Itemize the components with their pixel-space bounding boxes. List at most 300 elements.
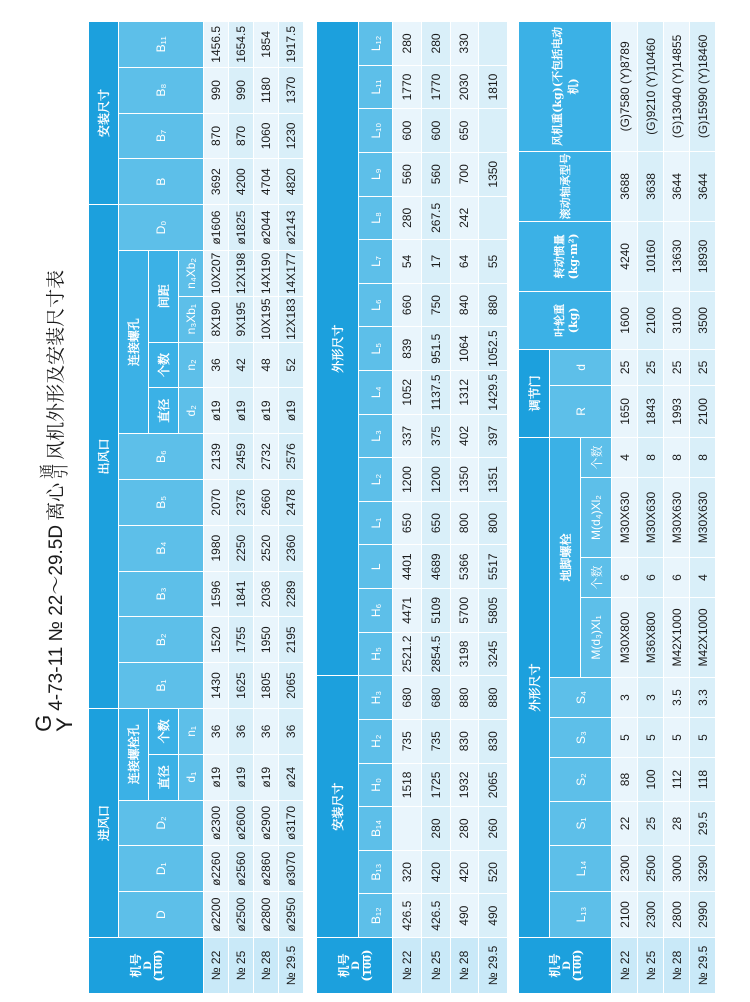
header-row-groups — [519, 22, 550, 994]
column-header: 个数 — [581, 558, 612, 598]
table-cell: 2100 — [638, 291, 664, 349]
column-header: L₆ — [358, 283, 393, 327]
table-foundation-damper-weight — [518, 22, 716, 994]
table-cell: 48 — [254, 342, 279, 388]
table-cell — [479, 22, 508, 65]
table-cell: 5 — [664, 718, 690, 758]
table-cell: 990 — [204, 67, 229, 113]
table-cell: 3198 — [450, 632, 479, 676]
table-cell: 3500 — [690, 291, 716, 349]
table-cell: 4200 — [229, 159, 254, 205]
table-cell: 2459 — [229, 434, 254, 480]
table-cell: 600 — [393, 109, 422, 153]
title-stack: 通 引 — [38, 464, 70, 480]
table-cell: 1052.5 — [479, 327, 508, 371]
column-header: 个数 — [581, 437, 612, 477]
column-header: M(d₃)Xl₁ — [581, 598, 612, 678]
table-cell: 1429.5 — [479, 371, 508, 415]
model-no-label: 机号 — [128, 953, 143, 978]
table-cell: 830 — [479, 719, 508, 763]
column-header: L₁₄ — [550, 846, 612, 892]
column-header: L — [358, 545, 393, 589]
column-header: L₈ — [358, 196, 393, 240]
table-cell: 3692 — [204, 159, 229, 205]
table-cell: 2854.5 — [422, 632, 451, 676]
table-cell: 680 — [422, 676, 451, 720]
column-header: B₄ — [119, 525, 204, 571]
table-cell: 1650 — [612, 385, 638, 437]
subgroup-header: 连接螺栓孔 — [119, 708, 149, 800]
table-cell: ø2200 — [204, 892, 229, 938]
table-cell: 750 — [422, 283, 451, 327]
table-cell: 800 — [450, 501, 479, 545]
table-cell: 426.5 — [422, 894, 451, 938]
table-cell: 1810 — [479, 65, 508, 109]
table-cell: ø19 — [254, 388, 279, 434]
column-header: B₈ — [119, 67, 204, 113]
table-cell: 397 — [479, 414, 508, 458]
group-header: 进风口 — [89, 708, 119, 937]
table-cell: 4240 — [612, 221, 638, 291]
table-cell: 42 — [229, 342, 254, 388]
table-cell: 64 — [450, 240, 479, 284]
table-cell: 260 — [479, 807, 508, 851]
table-cell: 10160 — [638, 221, 664, 291]
table-cell: 2139 — [204, 434, 229, 480]
table-cell: 1980 — [204, 525, 229, 571]
row-label: № 22 — [204, 938, 229, 994]
row-label: № 28 — [254, 938, 279, 994]
row-label: № 29.5 — [279, 938, 304, 994]
table-cell: 280 — [393, 196, 422, 240]
table-cell: 5 — [612, 718, 638, 758]
table-row — [664, 22, 690, 994]
table-cell: 1755 — [229, 617, 254, 663]
table-cell — [393, 807, 422, 851]
column-header: L₅ — [358, 327, 393, 371]
column-header: S₁ — [550, 802, 612, 846]
column-header: 风机重(kg)(不包括电动机) — [519, 22, 612, 151]
row-label: № 22 — [612, 938, 638, 994]
table-cell: ø2044 — [254, 205, 279, 251]
table-cell: 735 — [422, 719, 451, 763]
header-row-cols — [358, 22, 393, 994]
row-label: № 28 — [450, 938, 479, 994]
column-header: 转动惯量(kg·m²) — [519, 221, 612, 291]
row-label: № 25 — [638, 938, 664, 994]
column-header: H₆ — [358, 589, 393, 633]
table-cell: 14X190 — [254, 250, 279, 296]
table-cell: 55 — [479, 240, 508, 284]
model-no-header — [317, 938, 393, 994]
table-cell: 5 — [690, 718, 716, 758]
group-header: 安装尺寸 — [317, 676, 359, 938]
table-cell: 280 — [422, 807, 451, 851]
model-no-fraction — [352, 955, 374, 976]
table-cell: 118 — [690, 758, 716, 802]
table-cell: (G)9210 (Y)10460 — [638, 22, 664, 151]
table-cell: 1770 — [393, 65, 422, 109]
table-cell: 280 — [422, 22, 451, 65]
table-row — [422, 22, 451, 994]
table-cell: 320 — [393, 850, 422, 894]
column-header: B₇ — [119, 113, 204, 159]
column-header: L₁₃ — [550, 892, 612, 938]
table-3 — [518, 22, 716, 994]
table-cell: 5 — [638, 718, 664, 758]
table-cell: 1993 — [664, 385, 690, 437]
table-cell: 280 — [393, 22, 422, 65]
table-cell: 840 — [450, 283, 479, 327]
group-header: 安装尺寸 — [89, 22, 119, 205]
column-header: R — [550, 385, 612, 437]
table-cell: 1600 — [612, 291, 638, 349]
column-header: D₀ — [119, 205, 204, 251]
table-cell: 560 — [422, 152, 451, 196]
table-cell: 4689 — [422, 545, 451, 589]
table-cell: 3000 — [664, 846, 690, 892]
table-cell: 870 — [229, 113, 254, 159]
table-row — [393, 22, 422, 994]
table-cell: ø2143 — [279, 205, 304, 251]
table-row — [279, 22, 304, 994]
model-no-fraction-wrap: ( D 100) — [142, 949, 165, 982]
table-cell: 3 — [612, 678, 638, 718]
table-cell: 8 — [690, 437, 716, 477]
column-header: H₂ — [358, 719, 393, 763]
table-cell: 100 — [638, 758, 664, 802]
table-cell: ø19 — [229, 754, 254, 800]
table-cell: ø3070 — [279, 846, 304, 892]
table-cell: 2030 — [450, 65, 479, 109]
table-cell: 2100 — [690, 385, 716, 437]
table-cell: 3 — [638, 678, 664, 718]
table-1 — [88, 22, 304, 994]
table-cell: ø3170 — [279, 800, 304, 846]
table-cell: 426.5 — [393, 894, 422, 938]
table-cell: ø19 — [229, 388, 254, 434]
table-cell: 2800 — [664, 892, 690, 938]
table-cell — [479, 196, 508, 240]
table-cell: 839 — [393, 327, 422, 371]
table-cell: ø2800 — [254, 892, 279, 938]
table-cell: 5517 — [479, 545, 508, 589]
subgroup-header: 地脚螺栓 — [550, 437, 581, 677]
table-cell: 1725 — [422, 763, 451, 807]
table-cell: 3290 — [690, 846, 716, 892]
fraction-numerator: D — [563, 955, 575, 976]
subgroup-header: 个数 — [149, 708, 179, 754]
table-cell: 267.5 — [422, 196, 451, 240]
table-cell: 2360 — [279, 525, 304, 571]
subgroup-header: 直径 — [149, 388, 179, 434]
table-cell: 520 — [479, 850, 508, 894]
table-cell: ø19 — [204, 388, 229, 434]
model-no-label: 机号 — [547, 953, 562, 978]
table-row — [612, 22, 638, 994]
table-cell: (G)13040 (Y)14855 — [664, 22, 690, 151]
column-header: H₀ — [358, 763, 393, 807]
table-cell: (G)15990 (Y)18460 — [690, 22, 716, 151]
table-cell: 560 — [393, 152, 422, 196]
column-header: B — [119, 159, 204, 205]
column-header: L₁₀ — [358, 109, 393, 153]
group-header: 外形尺寸 — [519, 437, 550, 937]
table-cell: 3644 — [690, 151, 716, 221]
table-cell: 2070 — [204, 479, 229, 525]
table-cell: 2478 — [279, 479, 304, 525]
table-cell: 3644 — [664, 151, 690, 221]
table-cell: 88 — [612, 758, 638, 802]
table-cell: 10X207 — [204, 250, 229, 296]
table-row — [229, 22, 254, 994]
model-no-fraction — [563, 955, 585, 976]
table-cell: 1350 — [450, 458, 479, 502]
table-cell: 2065 — [479, 763, 508, 807]
fraction-denominator: 100 — [573, 955, 585, 976]
table-cell: 1932 — [450, 763, 479, 807]
table-cell: M30X630 — [638, 478, 664, 558]
table-cell: 1854 — [254, 22, 279, 67]
table-cell: 112 — [664, 758, 690, 802]
table-cell: 2732 — [254, 434, 279, 480]
table-row — [204, 22, 229, 994]
table-cell: 1230 — [279, 113, 304, 159]
table-cell: 1456.5 — [204, 22, 229, 67]
table-cell: 1180 — [254, 67, 279, 113]
table-cell: 36 — [204, 342, 229, 388]
table-cell: 1520 — [204, 617, 229, 663]
table-cell: 5366 — [450, 545, 479, 589]
table-cell: 1064 — [450, 327, 479, 371]
header-row-groups — [89, 22, 119, 994]
fraction-denominator: 100 — [154, 955, 165, 976]
table-cell: 8 — [664, 437, 690, 477]
table-cell: 25 — [612, 349, 638, 385]
table-cell: 1370 — [279, 67, 304, 113]
column-header: 滚动轴承型号 — [519, 151, 612, 221]
column-header: B₂ — [119, 617, 204, 663]
column-header: B₅ — [119, 479, 204, 525]
table-cell: 1200 — [422, 458, 451, 502]
table-cell: ø2600 — [229, 800, 254, 846]
table-cell: 880 — [479, 676, 508, 720]
table-install-inlet-outlet — [88, 22, 304, 994]
column-header: d₂ — [179, 388, 204, 434]
table-cell: 735 — [393, 719, 422, 763]
title-mid: 离心 — [46, 483, 68, 522]
fraction-numerator: D — [144, 955, 156, 976]
table-cell: 870 — [204, 113, 229, 159]
table-cell: 2300 — [638, 892, 664, 938]
table-cell: 2576 — [279, 434, 304, 480]
column-header: D₁ — [119, 846, 204, 892]
table-cell: 1060 — [254, 113, 279, 159]
table-cell: ø2860 — [254, 846, 279, 892]
table-cell: 5805 — [479, 589, 508, 633]
table-cell: 375 — [422, 414, 451, 458]
column-header: n₃Xb₁ — [179, 296, 204, 342]
model-no-fraction-wrap: ( D 100) — [561, 949, 585, 982]
table-cell: ø2560 — [229, 846, 254, 892]
table-cell: 4401 — [393, 545, 422, 589]
model-no-fraction-wrap: ( D 100) — [351, 949, 374, 982]
row-label: № 25 — [229, 938, 254, 994]
row-label: № 29.5 — [479, 938, 508, 994]
column-header: B₁ — [119, 663, 204, 709]
model-no-label: 机号 — [337, 953, 352, 978]
header-row-groups — [317, 22, 359, 994]
table-cell: 830 — [450, 719, 479, 763]
table-cell: 1052 — [393, 371, 422, 415]
column-header: D — [119, 892, 204, 938]
fraction-denominator: 100 — [362, 955, 374, 976]
table-cell: ø2500 — [229, 892, 254, 938]
table-cell: ø2900 — [254, 800, 279, 846]
column-header: B₁₄ — [358, 807, 393, 851]
fraction-numerator: D — [352, 955, 364, 976]
column-header: L₁₁ — [358, 65, 393, 109]
subgroup-header: 连接螺孔 — [119, 250, 149, 433]
table-cell: ø19 — [279, 388, 304, 434]
table-outline-dims — [316, 22, 508, 994]
table-cell: 800 — [479, 501, 508, 545]
table-cell: 880 — [479, 283, 508, 327]
table-cell: 28 — [664, 802, 690, 846]
title-model: 4-73-11 № 22～29.5D — [46, 525, 68, 711]
column-header: B₁₂ — [358, 894, 393, 938]
table-cell: 5109 — [422, 589, 451, 633]
table-cell: 4820 — [279, 159, 304, 205]
group-header: 外形尺寸 — [317, 22, 359, 676]
table-cell: 951.5 — [422, 327, 451, 371]
table-cell: 420 — [422, 850, 451, 894]
table-row — [479, 22, 508, 994]
table-cell: 1351 — [479, 458, 508, 502]
table-cell: M30X630 — [690, 478, 716, 558]
table-cell: 8X190 — [204, 296, 229, 342]
table-cell: M30X800 — [612, 598, 638, 678]
table-cell: M30X630 — [664, 478, 690, 558]
table-cell: M42X1000 — [664, 598, 690, 678]
table-cell: (G)7580 (Y)8789 — [612, 22, 638, 151]
column-header: n₁ — [179, 708, 204, 754]
table-cell: 1518 — [393, 763, 422, 807]
table-cell: 3.3 — [690, 678, 716, 718]
table-cell: 1200 — [393, 458, 422, 502]
table-cell: 25 — [690, 349, 716, 385]
row-label: № 22 — [393, 938, 422, 994]
table-cell: 12X183 — [279, 296, 304, 342]
table-cell: 1625 — [229, 663, 254, 709]
table-cell: ø2260 — [204, 846, 229, 892]
table-cell: 1917.5 — [279, 22, 304, 67]
table-row — [638, 22, 664, 994]
table-2 — [316, 22, 508, 994]
table-cell: 1843 — [638, 385, 664, 437]
model-no-fraction — [144, 955, 166, 976]
table-cell: 13630 — [664, 221, 690, 291]
table-cell: 1770 — [422, 65, 451, 109]
column-header: n₂ — [179, 342, 204, 388]
table-cell: ø2950 — [279, 892, 304, 938]
table-cell: 4 — [690, 558, 716, 598]
column-header: 叶轮重(kg) — [519, 291, 612, 349]
subgroup-header: 直径 — [149, 754, 179, 800]
table-cell: 12X198 — [229, 250, 254, 296]
table-cell: 242 — [450, 196, 479, 240]
group-header: 出风口 — [89, 205, 119, 709]
table-cell: 25 — [638, 802, 664, 846]
table-cell: 3100 — [664, 291, 690, 349]
table-cell: 660 — [393, 283, 422, 327]
table-cell: 36 — [254, 708, 279, 754]
group-header: 调节门 — [519, 349, 550, 437]
model-no-header — [89, 938, 204, 994]
table-cell: 6 — [638, 558, 664, 598]
table-cell: ø2300 — [204, 800, 229, 846]
table-cell: 18930 — [690, 221, 716, 291]
table-cell: 4704 — [254, 159, 279, 205]
row-label: № 29.5 — [690, 938, 716, 994]
table-cell: 9X195 — [229, 296, 254, 342]
column-header: B₁₃ — [358, 850, 393, 894]
title-prefix: G Y — [31, 714, 77, 733]
table-row — [254, 22, 279, 994]
table-cell: 1312 — [450, 371, 479, 415]
table-cell: ø24 — [279, 754, 304, 800]
column-header: B₆ — [119, 434, 204, 480]
table-cell: 17 — [422, 240, 451, 284]
table-cell: 36 — [204, 708, 229, 754]
table-cell: 650 — [450, 109, 479, 153]
table-cell: 2520 — [254, 525, 279, 571]
subgroup-header: 间距 — [149, 250, 179, 342]
table-cell: 4471 — [393, 589, 422, 633]
table-cell: 22 — [612, 802, 638, 846]
table-cell: 14X177 — [279, 250, 304, 296]
column-header: L₁₂ — [358, 22, 393, 65]
table-cell: 2195 — [279, 617, 304, 663]
table-cell: 1841 — [229, 571, 254, 617]
table-cell: 36 — [229, 708, 254, 754]
table-cell: M42X1000 — [690, 598, 716, 678]
column-header: H₅ — [358, 632, 393, 676]
table-cell: 2500 — [638, 846, 664, 892]
table-cell: 8 — [638, 437, 664, 477]
column-header: L₃ — [358, 414, 393, 458]
table-cell: M30X630 — [612, 478, 638, 558]
column-header: L₂ — [358, 458, 393, 502]
table-cell: 990 — [229, 67, 254, 113]
table-cell: 2065 — [279, 663, 304, 709]
table-cell: 1350 — [479, 152, 508, 196]
table-cell: 3638 — [638, 151, 664, 221]
table-cell — [479, 109, 508, 153]
table-cell: 2521.2 — [393, 632, 422, 676]
table-cell: 54 — [393, 240, 422, 284]
table-cell: 490 — [479, 894, 508, 938]
column-header: H₃ — [358, 676, 393, 720]
column-header: D₂ — [119, 800, 204, 846]
subgroup-header: 个数 — [149, 342, 179, 388]
table-cell: 1654.5 — [229, 22, 254, 67]
title-suffix: 风机外形及安装尺寸表 — [46, 269, 68, 460]
table-row — [690, 22, 716, 994]
table-cell: 3688 — [612, 151, 638, 221]
table-cell: 330 — [450, 22, 479, 65]
table-cell: 402 — [450, 414, 479, 458]
